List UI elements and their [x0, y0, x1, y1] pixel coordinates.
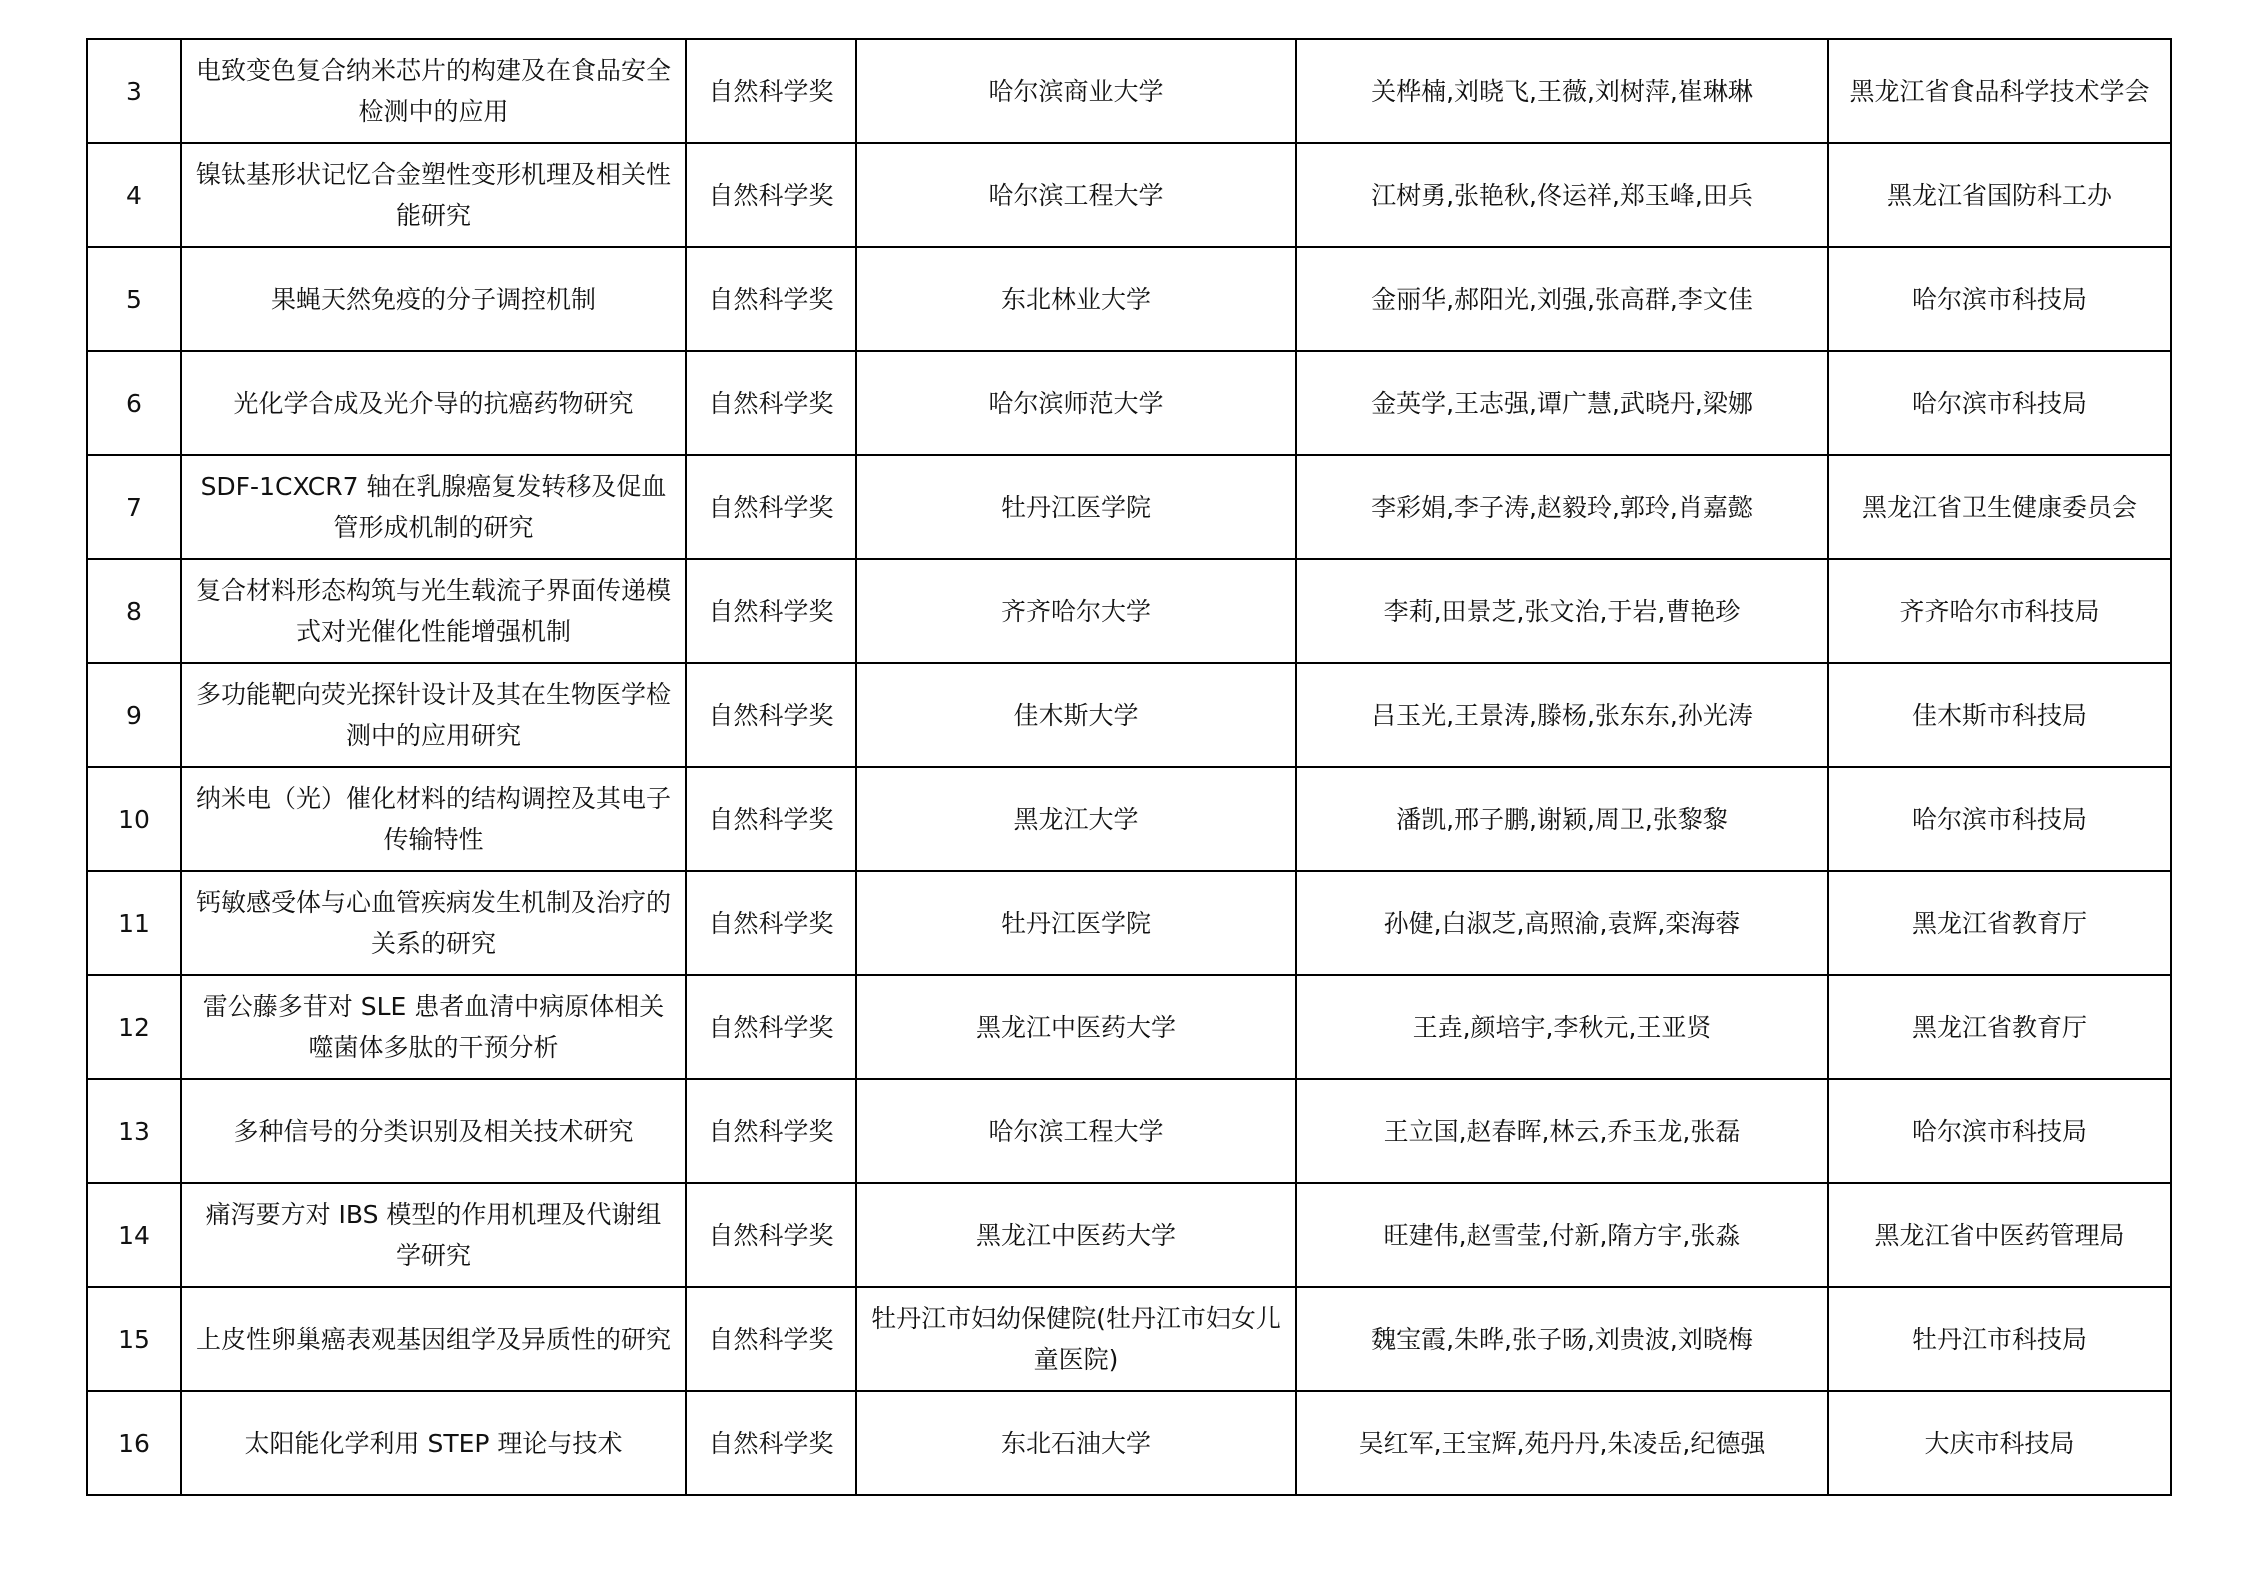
table-row — [87, 455, 2171, 559]
main-contributors: 李彩娟,李子涛,赵毅玲,郭玲,肖嘉懿 — [1296, 455, 1828, 559]
table-row — [87, 143, 2171, 247]
project-title: 上皮性卵巢癌表观基因组学及异质性的研究 — [181, 1287, 686, 1391]
nominator: 佳木斯市科技局 — [1828, 663, 2171, 767]
table-row — [87, 1183, 2171, 1287]
row-number: 8 — [87, 559, 181, 663]
table-row — [87, 559, 2171, 663]
project-title: SDF-1CXCR7 轴在乳腺癌复发转移及促血管形成机制的研究 — [181, 455, 686, 559]
project-title: 果蝇天然免疫的分子调控机制 — [181, 247, 686, 351]
main-unit: 牡丹江医学院 — [856, 871, 1296, 975]
row-number: 6 — [87, 351, 181, 455]
nominator: 黑龙江省食品科学技术学会 — [1828, 39, 2171, 143]
award-type: 自然科学奖 — [686, 975, 856, 1079]
main-unit: 黑龙江中医药大学 — [856, 1183, 1296, 1287]
award-type: 自然科学奖 — [686, 663, 856, 767]
main-contributors: 潘凯,邢子鹏,谢颖,周卫,张黎黎 — [1296, 767, 1828, 871]
row-number: 14 — [87, 1183, 181, 1287]
project-title: 镍钛基形状记忆合金塑性变形机理及相关性能研究 — [181, 143, 686, 247]
project-title: 钙敏感受体与心血管疾病发生机制及治疗的关系的研究 — [181, 871, 686, 975]
nominator: 大庆市科技局 — [1828, 1391, 2171, 1495]
table-row — [87, 247, 2171, 351]
project-title: 雷公藤多苷对 SLE 患者血清中病原体相关噬菌体多肽的干预分析 — [181, 975, 686, 1079]
main-unit: 牡丹江市妇幼保健院(牡丹江市妇女儿童医院) — [856, 1287, 1296, 1391]
main-contributors: 关桦楠,刘晓飞,王薇,刘树萍,崔琳琳 — [1296, 39, 1828, 143]
main-contributors: 江树勇,张艳秋,佟运祥,郑玉峰,田兵 — [1296, 143, 1828, 247]
table-row — [87, 1079, 2171, 1183]
main-contributors: 王垚,颜培宇,李秋元,王亚贤 — [1296, 975, 1828, 1079]
row-number: 16 — [87, 1391, 181, 1495]
project-title: 纳米电（光）催化材料的结构调控及其电子传输特性 — [181, 767, 686, 871]
award-type: 自然科学奖 — [686, 143, 856, 247]
award-type: 自然科学奖 — [686, 351, 856, 455]
nominator: 哈尔滨市科技局 — [1828, 767, 2171, 871]
nominator: 黑龙江省教育厅 — [1828, 975, 2171, 1079]
row-number: 9 — [87, 663, 181, 767]
project-title: 太阳能化学利用 STEP 理论与技术 — [181, 1391, 686, 1495]
award-type: 自然科学奖 — [686, 1079, 856, 1183]
nominator: 牡丹江市科技局 — [1828, 1287, 2171, 1391]
main-unit: 佳木斯大学 — [856, 663, 1296, 767]
row-number: 15 — [87, 1287, 181, 1391]
award-type: 自然科学奖 — [686, 871, 856, 975]
table-body — [87, 39, 2171, 1495]
main-contributors: 旺建伟,赵雪莹,付新,隋方宇,张淼 — [1296, 1183, 1828, 1287]
main-contributors: 金英学,王志强,谭广慧,武晓丹,梁娜 — [1296, 351, 1828, 455]
award-type: 自然科学奖 — [686, 1391, 856, 1495]
project-title: 光化学合成及光介导的抗癌药物研究 — [181, 351, 686, 455]
project-title: 复合材料形态构筑与光生载流子界面传递模式对光催化性能增强机制 — [181, 559, 686, 663]
nominator: 黑龙江省卫生健康委员会 — [1828, 455, 2171, 559]
main-contributors: 吴红军,王宝辉,苑丹丹,朱凌岳,纪德强 — [1296, 1391, 1828, 1495]
main-unit: 东北林业大学 — [856, 247, 1296, 351]
main-unit: 齐齐哈尔大学 — [856, 559, 1296, 663]
row-number: 3 — [87, 39, 181, 143]
nominator: 黑龙江省中医药管理局 — [1828, 1183, 2171, 1287]
project-title: 多种信号的分类识别及相关技术研究 — [181, 1079, 686, 1183]
nominator: 哈尔滨市科技局 — [1828, 351, 2171, 455]
main-unit: 东北石油大学 — [856, 1391, 1296, 1495]
nominator: 黑龙江省教育厅 — [1828, 871, 2171, 975]
main-unit: 牡丹江医学院 — [856, 455, 1296, 559]
award-type: 自然科学奖 — [686, 767, 856, 871]
table-row — [87, 767, 2171, 871]
row-number: 10 — [87, 767, 181, 871]
main-unit: 哈尔滨商业大学 — [856, 39, 1296, 143]
row-number: 13 — [87, 1079, 181, 1183]
award-type: 自然科学奖 — [686, 1287, 856, 1391]
main-unit: 哈尔滨工程大学 — [856, 143, 1296, 247]
main-unit: 哈尔滨工程大学 — [856, 1079, 1296, 1183]
main-contributors: 金丽华,郝阳光,刘强,张高群,李文佳 — [1296, 247, 1828, 351]
main-contributors: 孙健,白淑芝,高照渝,袁辉,栾海蓉 — [1296, 871, 1828, 975]
award-type: 自然科学奖 — [686, 455, 856, 559]
main-unit: 哈尔滨师范大学 — [856, 351, 1296, 455]
nominator: 黑龙江省国防科工办 — [1828, 143, 2171, 247]
row-number: 7 — [87, 455, 181, 559]
main-contributors: 王立国,赵春晖,林云,乔玉龙,张磊 — [1296, 1079, 1828, 1183]
project-title: 电致变色复合纳米芯片的构建及在食品安全检测中的应用 — [181, 39, 686, 143]
award-type: 自然科学奖 — [686, 247, 856, 351]
main-contributors: 魏宝霞,朱晔,张子旸,刘贵波,刘晓梅 — [1296, 1287, 1828, 1391]
nominator: 哈尔滨市科技局 — [1828, 247, 2171, 351]
row-number: 5 — [87, 247, 181, 351]
award-type: 自然科学奖 — [686, 39, 856, 143]
row-number: 12 — [87, 975, 181, 1079]
row-number: 11 — [87, 871, 181, 975]
table-row — [87, 975, 2171, 1079]
main-unit: 黑龙江中医药大学 — [856, 975, 1296, 1079]
table-row — [87, 1287, 2171, 1391]
table-row — [87, 39, 2171, 143]
main-unit: 黑龙江大学 — [856, 767, 1296, 871]
main-contributors: 吕玉光,王景涛,滕杨,张东东,孙光涛 — [1296, 663, 1828, 767]
award-type: 自然科学奖 — [686, 559, 856, 663]
nominator: 哈尔滨市科技局 — [1828, 1079, 2171, 1183]
nominator: 齐齐哈尔市科技局 — [1828, 559, 2171, 663]
table-row — [87, 1391, 2171, 1495]
table-row — [87, 351, 2171, 455]
project-title: 痛泻要方对 IBS 模型的作用机理及代谢组学研究 — [181, 1183, 686, 1287]
table-row — [87, 871, 2171, 975]
row-number: 4 — [87, 143, 181, 247]
project-title: 多功能靶向荧光探针设计及其在生物医学检测中的应用研究 — [181, 663, 686, 767]
award-type: 自然科学奖 — [686, 1183, 856, 1287]
table-row — [87, 663, 2171, 767]
main-contributors: 李莉,田景芝,张文治,于岩,曹艳珍 — [1296, 559, 1828, 663]
award-table — [86, 38, 2172, 1496]
